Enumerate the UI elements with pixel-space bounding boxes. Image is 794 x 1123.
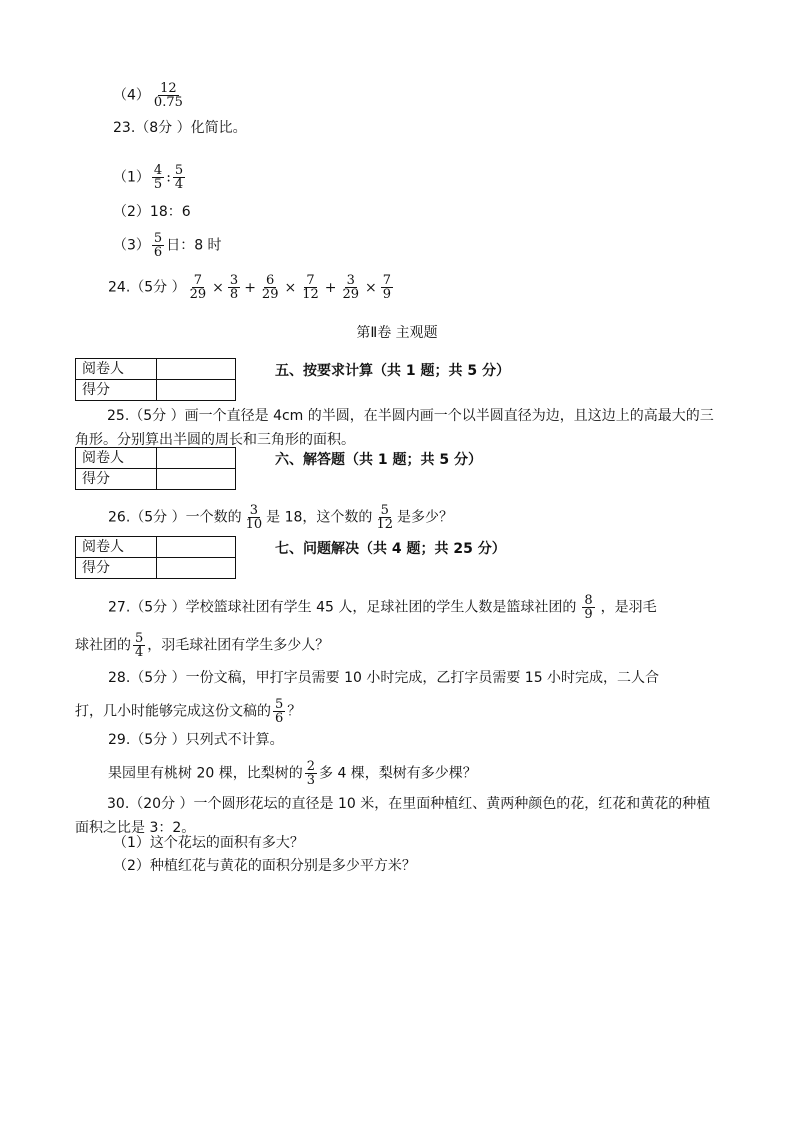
- score-cell[interactable]: [157, 469, 236, 490]
- part-2-title: 第Ⅱ卷 主观题: [356, 325, 438, 341]
- reviewer-label: 阅卷人: [76, 537, 157, 558]
- q27-line-2: 球社团的 $\frac{5}{4}$ ，羽毛球社团有学生多少人？: [75, 631, 330, 660]
- q27-line-1: 27.（5分 ）学校篮球社团有学生 45 人，足球社团的学生人数是篮球社团的 $\frac{8}{9}$ ，是羽毛: [108, 593, 657, 622]
- q29-heading: 29.（5分 ）只列式不计算。: [108, 732, 284, 748]
- reviewer-cell[interactable]: [157, 537, 236, 558]
- q23-item-2: （2）18：6: [113, 204, 191, 220]
- q23-item-3: （3） $\frac{5}{6}$ 日：8 时: [113, 231, 222, 260]
- reviewer-cell[interactable]: [157, 448, 236, 469]
- q28-line-1: 28.（5分 ）一份文稿，甲打字员需要 10 小时完成，乙打字员需要 15 小时完成，二人合: [108, 670, 660, 686]
- q30-sub-2: （2）种植红花与黄花的面积分别是多少平方米？: [113, 858, 416, 874]
- reviewer-label: 阅卷人: [76, 359, 157, 380]
- score-table: [75, 447, 236, 490]
- q28-line-2: 打，几小时能够完成这份文稿的 $\frac{5}{6}$ ？: [75, 697, 302, 726]
- score-cell[interactable]: [157, 380, 236, 401]
- score-label: 得分: [76, 558, 157, 579]
- reviewer-label: 阅卷人: [76, 448, 157, 469]
- fraction: $\frac{12}{0.75}$: [153, 81, 183, 110]
- section-5-title: 五、按要求计算（共 1 题；共 5 分）: [275, 363, 510, 379]
- q23-heading: 23.（8分 ）化简比。: [113, 120, 247, 136]
- q29-text: 果园里有桃树 20 棵，比梨树的 $\frac{2}{3}$ 多 4 棵，梨树有多少棵？: [108, 759, 477, 788]
- item-label: （4）: [113, 87, 150, 104]
- q30-sub-1: （1）这个花坛的面积有多大？: [113, 835, 304, 851]
- section-6-title: 六、解答题（共 1 题；共 5 分）: [275, 452, 482, 468]
- score-label: 得分: [76, 469, 157, 490]
- q25: 25.（5分 ）画一个直径是 4cm 的半圆，在半圆内画一个以半圆直径为边，且这边上的高最大的三角形。分别算出半圆的周长和三角形的面积。: [75, 408, 714, 448]
- reviewer-cell[interactable]: [157, 359, 236, 380]
- section-7-title: 七、问题解决（共 4 题；共 25 分）: [275, 541, 506, 557]
- score-label: 得分: [76, 380, 157, 401]
- q24: 24.（5分 ） $\frac{7}{29}$ × $\frac{3}{8}$ + $\frac{6}{29}$ × $\frac{7}{12}$ + $\frac{3}{29}$ × $\frac{7}{9}$: [108, 273, 392, 302]
- score-cell[interactable]: [157, 558, 236, 579]
- q23-item-1: （1） $\frac{4}{5}$ : $\frac{5}{4}$: [113, 163, 184, 192]
- q22-item-4: [113, 82, 187, 109]
- score-table: [75, 358, 236, 401]
- q30-heading: 30.（20分 ）一个圆形花坛的直径是 10 米，在里面种植红、黄两种颜色的花，红花和黄花的种植面积之比是 3：2。: [75, 796, 711, 836]
- q26: 26.（5分 ）一个数的 $\frac{3}{10}$ 是 18，这个数的 $\frac{5}{12}$ 是多少？: [108, 503, 453, 532]
- score-table: [75, 536, 236, 579]
